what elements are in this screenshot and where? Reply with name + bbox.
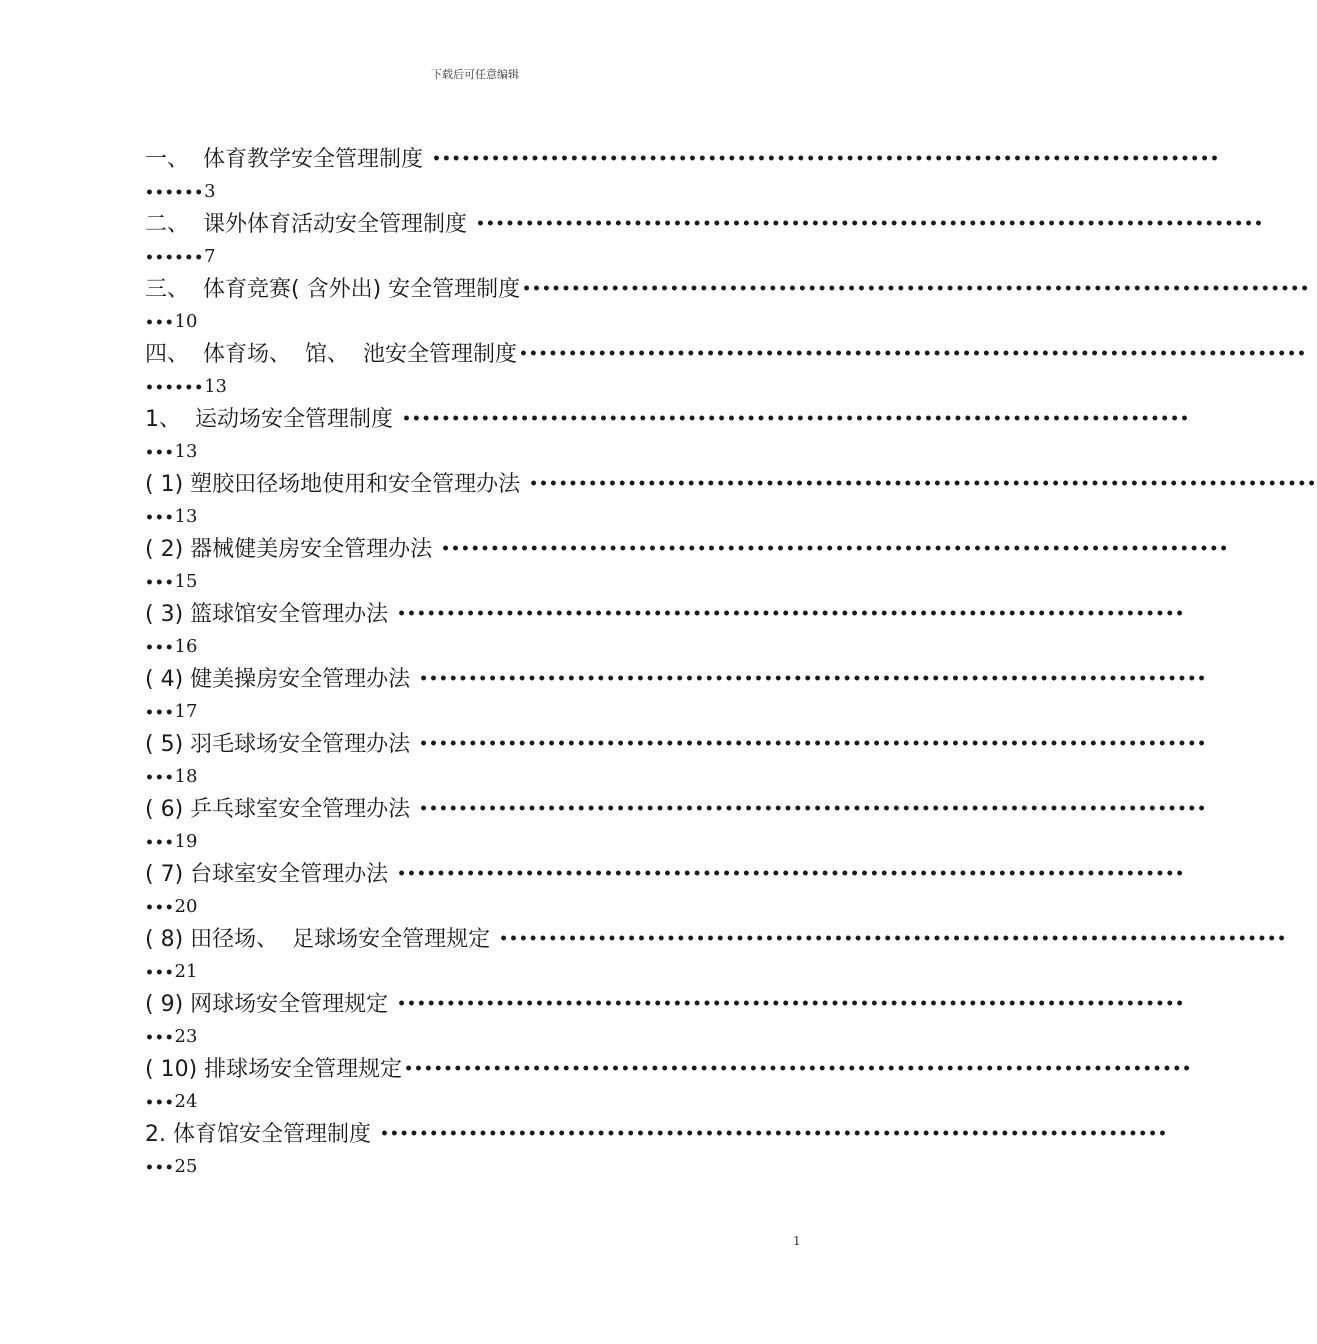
toc-dot-leader: •••••••••••••••••••••••••••••••••••••••••••••••••••••••••••••••••••••••••••••••• <box>431 151 1220 167</box>
toc-entry-title: ( 9) 网球场安全管理规定 <box>145 992 396 1017</box>
toc-page-number: 18 <box>174 766 198 787</box>
toc-entry[interactable] <box>145 988 1186 1053</box>
toc-page-number: 25 <box>174 1156 198 1177</box>
toc-dot-leader-tail: ••• <box>145 770 175 786</box>
toc-page-number: 13 <box>174 441 198 462</box>
toc-dot-leader: •••••••••••••••••••••••••••••••••••••••••••••••••••••••••••••••••••••••••••••••• <box>419 671 1208 687</box>
page-header: 下载后可任意编辑 <box>431 68 519 81</box>
toc-dot-leader: •••••••••••••••••••••••••••••••••••••••••••••••••••••••••••••••••••••••••••••••• <box>441 541 1230 557</box>
toc-dot-leader: •••••••••••••••••••••••••••••••••••••••••••••••••••••••••••••••••••••••••••••••• <box>397 606 1186 622</box>
toc-dot-leader: •••••••••••••••••••••••••••••••••••••••••••••••••••••••••••••••••••••••••••••••• <box>397 996 1186 1012</box>
toc-entry[interactable] <box>145 273 1310 338</box>
toc-entry[interactable] <box>145 1053 1193 1118</box>
toc-dot-leader-tail: ••• <box>145 510 175 526</box>
toc-entry-title: ( 3) 篮球馆安全管理办法 <box>145 602 396 627</box>
toc-dot-leader-tail: ••• <box>145 835 175 851</box>
toc-dot-leader: •••••••••••••••••••••••••••••••••••••••••••••••••••••••••••••••••••••••••••••••• <box>401 411 1190 427</box>
toc-page-number: 13 <box>174 506 198 527</box>
toc-entry[interactable] <box>145 208 1264 273</box>
toc-entry[interactable] <box>145 923 1287 988</box>
toc-page-number: 17 <box>174 701 198 722</box>
toc-dot-leader: •••••••••••••••••••••••••••••••••••••••••••••••••••••••••••••••••••••••••••••••• <box>397 866 1186 882</box>
toc-entry-title: ( 5) 羽毛球场安全管理办法 <box>145 732 418 757</box>
toc-dot-leader: •••••••••••••••••••••••••••••••••••••••••••••••••••••••••••••••••••••••••••••••• <box>499 931 1287 947</box>
toc-page-number: 3 <box>204 181 216 202</box>
toc-entry-title: ( 7) 台球室安全管理办法 <box>145 862 396 887</box>
toc-dot-leader-tail: ••• <box>145 705 175 721</box>
toc-dot-leader-tail: ••• <box>145 1095 175 1111</box>
toc-dot-leader-tail: •••••• <box>145 185 205 201</box>
toc-dot-leader-tail: ••• <box>145 1030 175 1046</box>
toc-entry-title: 二、 课外体育活动安全管理制度 <box>145 212 474 237</box>
toc-entry-title: ( 8) 田径场、 足球场安全管理规定 <box>145 927 498 952</box>
toc-entry[interactable] <box>145 663 1208 728</box>
toc-entry[interactable] <box>145 793 1208 858</box>
toc-page-number: 16 <box>174 636 198 657</box>
toc-entry-title: 四、 体育场、 馆、 池安全管理制度 <box>145 342 517 367</box>
toc-dot-leader: •••••••••••••••••••••••••••••••••••••••••••••••••••••••••••••••••••••••••••••••• <box>419 801 1208 817</box>
toc-dot-leader-tail: ••• <box>145 315 175 331</box>
toc-dot-leader-tail: ••• <box>145 900 175 916</box>
toc-entry[interactable] <box>145 533 1230 598</box>
toc-entry-title: 1、 运动场安全管理制度 <box>145 407 400 432</box>
toc-page-number: 23 <box>174 1026 198 1047</box>
toc-dot-leader: •••••••••••••••••••••••••••••••••••••••••••••••••••••••••••••••••••••••••••••••• <box>518 346 1307 362</box>
toc-entry[interactable] <box>145 338 1307 403</box>
toc-dot-leader-tail: ••• <box>145 965 175 981</box>
toc-dot-leader: •••••••••••••••••••••••••••••••••••••••••••••••••••••••••••••••••••••••••••••••• <box>529 476 1317 492</box>
toc-entry[interactable] <box>145 1118 1168 1183</box>
toc-dot-leader: •••••••••••••••••••••••••••••••••••••••••••••••••••••••••••••••••••••••••••••••• <box>379 1126 1168 1142</box>
toc-page-number: 19 <box>174 831 198 852</box>
toc-page-number: 20 <box>174 896 198 917</box>
toc-entry[interactable] <box>145 598 1186 663</box>
toc-dot-leader: •••••••••••••••••••••••••••••••••••••••••••••••••••••••••••••••••••••••••••••••• <box>475 216 1264 232</box>
toc-entry-title: 一、 体育教学安全管理制度 <box>145 147 430 172</box>
toc-page-number: 10 <box>174 311 198 332</box>
toc-page-number: 7 <box>204 246 216 267</box>
toc-entry-title: ( 1) 塑胶田径场地使用和安全管理办法 <box>145 472 528 497</box>
toc-page-number: 13 <box>204 376 227 397</box>
toc-dot-leader-tail: ••• <box>145 1160 175 1176</box>
toc-page-number: 15 <box>174 571 198 592</box>
toc-entry[interactable] <box>145 858 1186 923</box>
toc-entry-title: ( 10) 排球场安全管理规定 <box>145 1057 403 1082</box>
toc-entry-title: ( 6) 乒乓球室安全管理办法 <box>145 797 418 822</box>
toc-dot-leader-tail: ••• <box>145 575 175 591</box>
toc-entry-title: ( 4) 健美操房安全管理办法 <box>145 667 418 692</box>
toc-entry[interactable] <box>145 728 1208 793</box>
page-number: 1 <box>793 1234 801 1248</box>
toc-dot-leader-tail: ••• <box>145 640 175 656</box>
table-of-contents <box>145 143 1317 1183</box>
toc-page-number: 21 <box>174 961 198 982</box>
toc-entry-title: ( 2) 器械健美房安全管理办法 <box>145 537 440 562</box>
toc-dot-leader-tail: •••••• <box>145 250 205 266</box>
toc-dot-leader: •••••••••••••••••••••••••••••••••••••••••••••••••••••••••••••••••••••••••••••••• <box>404 1061 1193 1077</box>
toc-entry[interactable] <box>145 403 1190 468</box>
toc-entry[interactable] <box>145 468 1317 533</box>
toc-dot-leader-tail: •••••• <box>145 380 205 396</box>
toc-page-number: 24 <box>174 1091 198 1112</box>
toc-dot-leader: •••••••••••••••••••••••••••••••••••••••••••••••••••••••••••••••••••••••••••••••• <box>419 736 1208 752</box>
toc-entry-title: 2. 体育馆安全管理制度 <box>145 1122 378 1147</box>
toc-entry-title: 三、 体育竞赛( 含外出) 安全管理制度 <box>145 277 521 302</box>
toc-entry[interactable] <box>145 143 1220 208</box>
toc-dot-leader-tail: ••• <box>145 445 175 461</box>
toc-dot-leader: •••••••••••••••••••••••••••••••••••••••••••••••••••••••••••••••••••••••••••••••• <box>522 281 1310 297</box>
